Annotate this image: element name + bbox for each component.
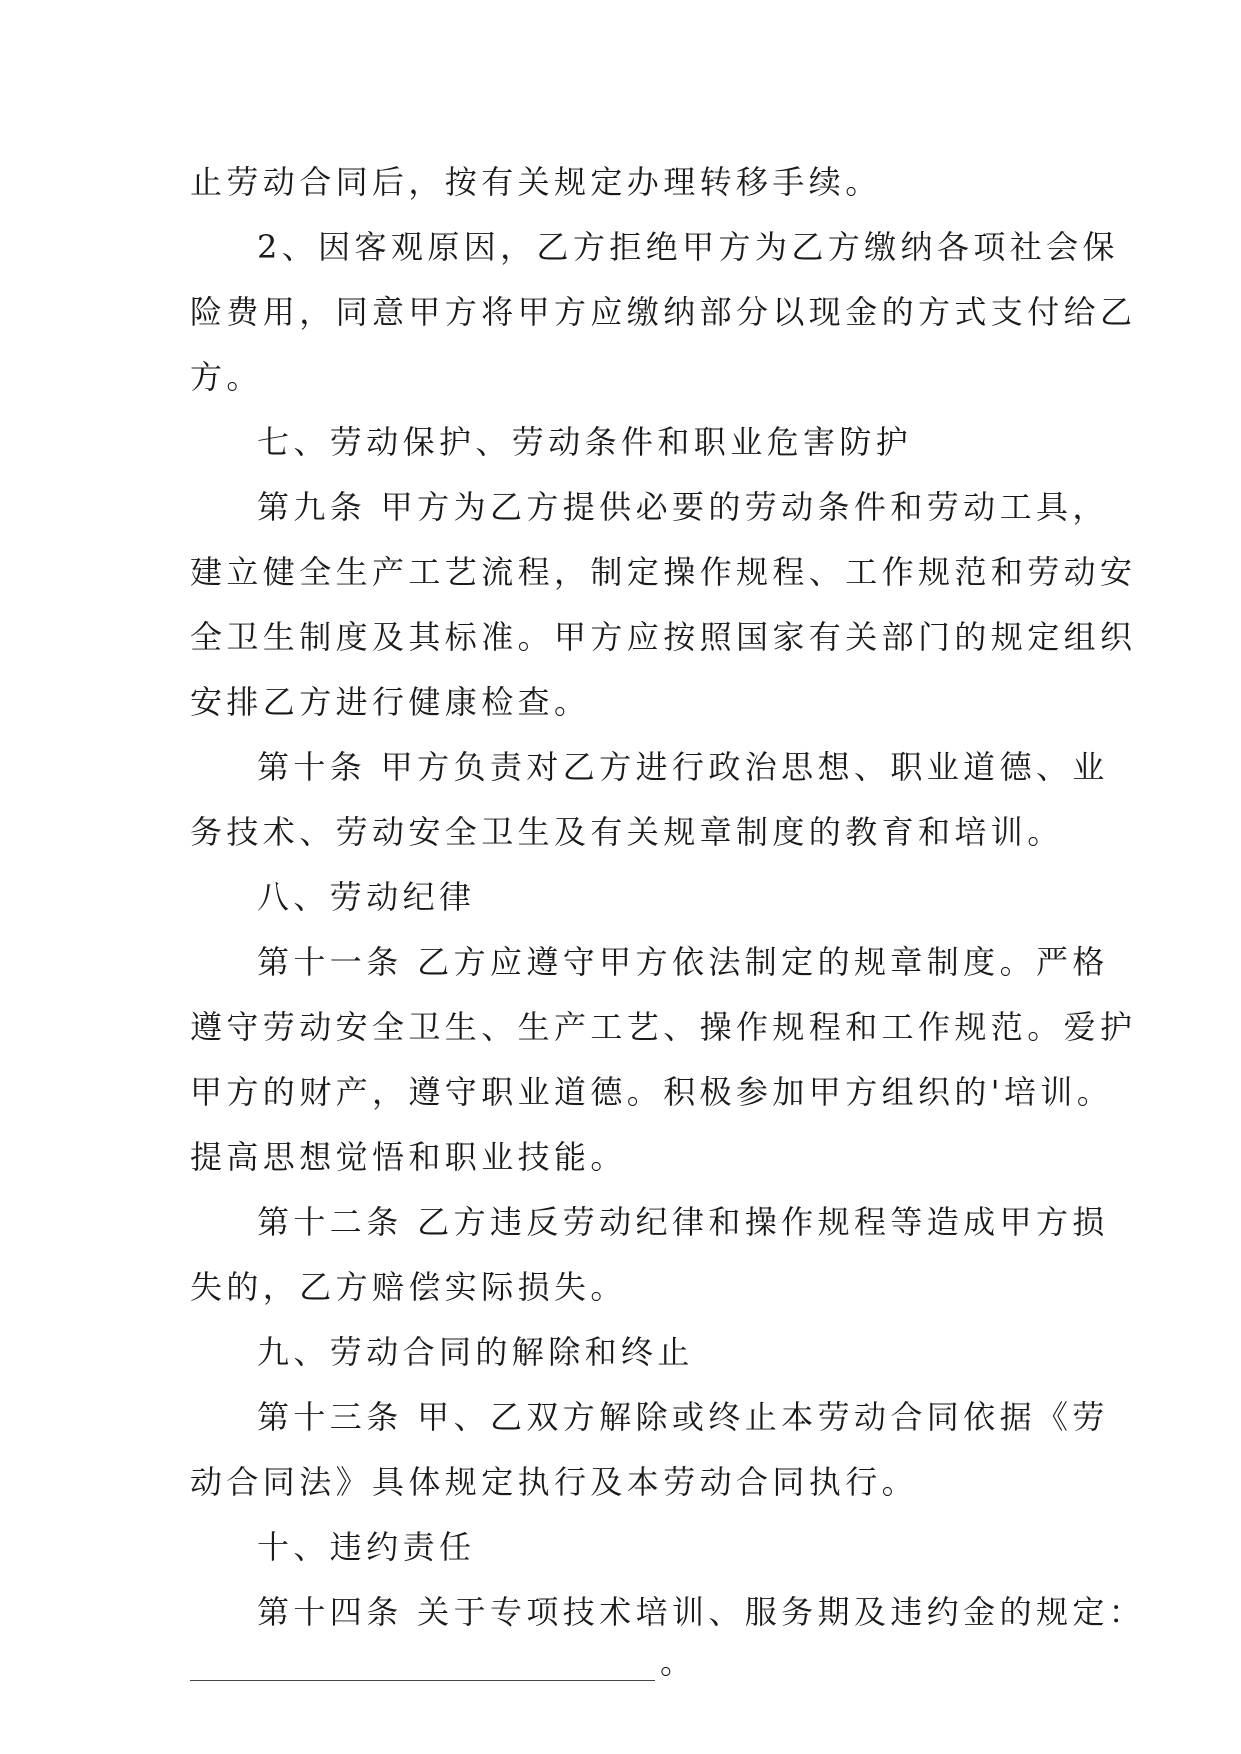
text-line: 2、因客观原因，乙方拒绝甲方为乙方缴纳各项社会保 bbox=[257, 228, 1119, 266]
text-line: 失的，乙方赔偿实际损失。 bbox=[190, 1268, 627, 1306]
text-line: 遵守劳动安全卫生、生产工艺、操作规程和工作规范。爱护 bbox=[190, 1008, 1137, 1046]
text-line: 第十三条 甲、乙双方解除或终止本劳动合同依据《劳 bbox=[257, 1398, 1109, 1436]
section-heading: 九、劳动合同的解除和终止 bbox=[257, 1333, 694, 1371]
text-line: 全卫生制度及其标准。甲方应按照国家有关部门的规定组织 bbox=[190, 618, 1137, 656]
text-line: 提高思想觉悟和职业技能。 bbox=[190, 1138, 627, 1176]
text-line: 务技术、劳动安全卫生及有关规章制度的教育和培训。 bbox=[190, 813, 1064, 851]
text-line: 第十条 甲方负责对乙方进行政治思想、职业道德、业 bbox=[257, 748, 1109, 786]
text-line: 安排乙方进行健康检查。 bbox=[190, 683, 591, 721]
text-line: 动合同法》具体规定执行及本劳动合同执行。 bbox=[190, 1463, 919, 1501]
fill-in-blank bbox=[190, 1680, 655, 1681]
text-line: 甲方的财产，遵守职业道德。积极参加甲方组织的'培训。 bbox=[190, 1073, 1114, 1111]
text-line: 方。 bbox=[190, 358, 263, 396]
section-heading: 十、违约责任 bbox=[257, 1528, 476, 1566]
blank-end-mark: 。 bbox=[660, 1643, 693, 1681]
text-line: 止劳动合同后，按有关规定办理转移手续。 bbox=[190, 163, 882, 201]
section-heading: 七、劳动保护、劳动条件和职业危害防护 bbox=[257, 423, 913, 461]
section-heading: 八、劳动纪律 bbox=[257, 878, 476, 916]
text-line: 第九条 甲方为乙方提供必要的劳动条件和劳动工具， bbox=[257, 488, 1109, 526]
text-line: 第十一条 乙方应遵守甲方依法制定的规章制度。严格 bbox=[257, 943, 1109, 981]
text-line: 建立健全生产工艺流程，制定操作规程、工作规范和劳动安 bbox=[190, 553, 1137, 591]
text-line: 险费用，同意甲方将甲方应缴纳部分以现金的方式支付给乙 bbox=[190, 293, 1137, 331]
text-line: 第十二条 乙方违反劳动纪律和操作规程等造成甲方损 bbox=[257, 1203, 1109, 1241]
text-line: 第十四条 关于专项技术培训、服务期及违约金的规定： bbox=[257, 1593, 1146, 1631]
